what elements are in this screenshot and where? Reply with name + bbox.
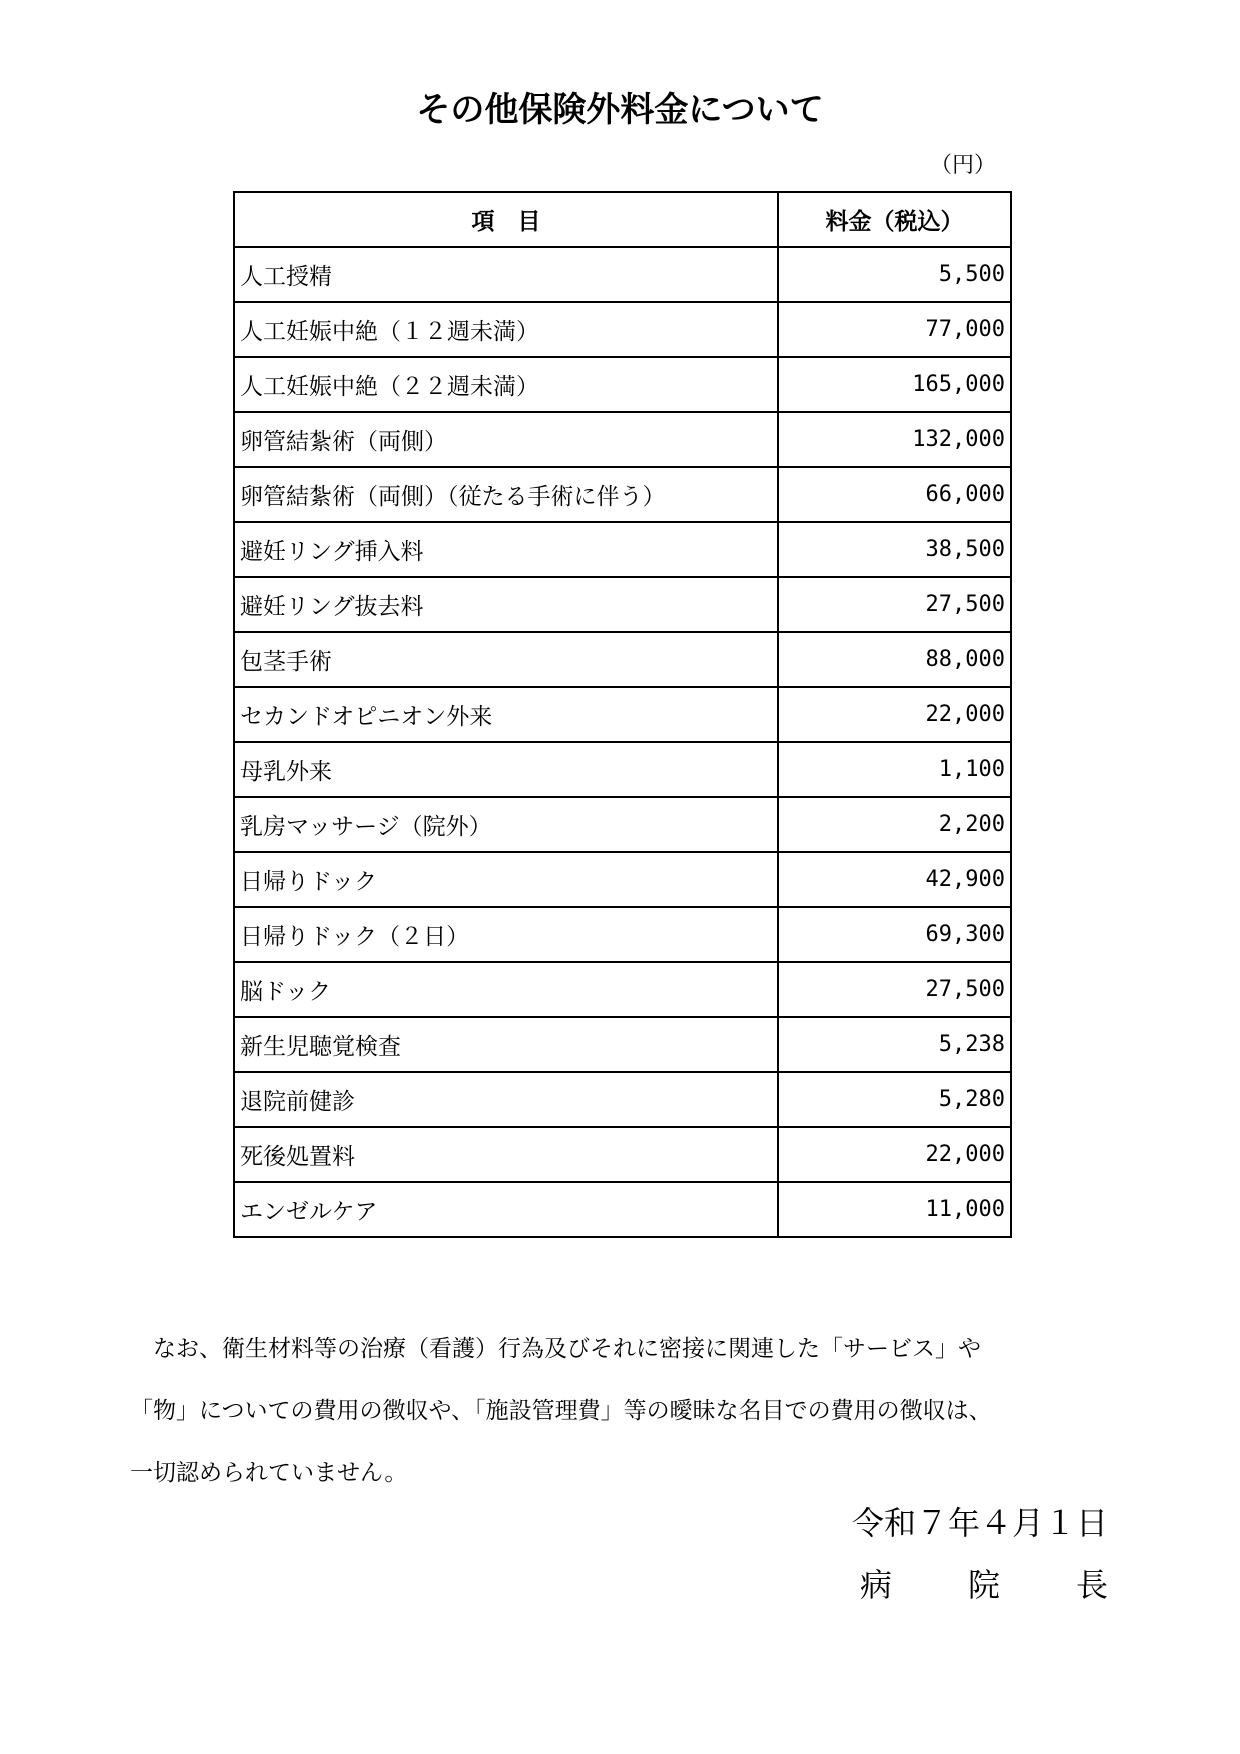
fee-item-price: 27,500 (778, 962, 1011, 1017)
fee-item-price: 27,500 (778, 577, 1011, 632)
notice-line-1: なお、衛生材料等の治療（看護）行為及びそれに密接に関連した「サービス」や (130, 1336, 981, 1362)
table-row (234, 302, 1011, 357)
fee-item-name: 脳ドック (234, 962, 778, 1017)
table-row (234, 412, 1011, 467)
table-row (234, 1182, 1011, 1237)
fee-table (233, 191, 1012, 1238)
table-row (234, 852, 1011, 907)
table-row (234, 962, 1011, 1017)
fee-item-price: 88,000 (778, 632, 1011, 687)
fee-item-name: 卵管結紮術（両側）（従たる手術に伴う） (234, 467, 778, 522)
fee-item-price: 22,000 (778, 1127, 1011, 1182)
fee-item-price: 2,200 (778, 797, 1011, 852)
notice-line-2: 「物」についての費用の徴収や、「施設管理費」等の曖昧な名目での費用の徴収は、 (130, 1398, 992, 1424)
fee-item-price: 11,000 (778, 1182, 1011, 1237)
table-row (234, 467, 1011, 522)
fee-item-name: 人工妊娠中絶（２２週未満） (234, 357, 778, 412)
fee-item-name: セカンドオピニオン外来 (234, 687, 778, 742)
fee-item-price: 42,900 (778, 852, 1011, 907)
fee-item-name: 人工妊娠中絶（１２週未満） (234, 302, 778, 357)
signer (860, 1560, 1108, 1606)
fee-item-price: 22,000 (778, 687, 1011, 742)
signer-char-1: 病 (860, 1566, 893, 1604)
fee-item-price: 165,000 (778, 357, 1011, 412)
fee-item-name: 日帰りドック（２日） (234, 907, 778, 962)
fee-item-price: 5,500 (778, 247, 1011, 302)
fee-item-name: 避妊リング挿入料 (234, 522, 778, 577)
currency-unit: （円） (930, 153, 997, 178)
fee-item-name: 避妊リング抜去料 (234, 577, 778, 632)
table-row (234, 1017, 1011, 1072)
fee-item-name: 日帰りドック (234, 852, 778, 907)
table-row (234, 247, 1011, 302)
table-row (234, 357, 1011, 412)
fee-item-name: 退院前健診 (234, 1072, 778, 1127)
fee-item-name: 人工授精 (234, 247, 778, 302)
page-title: その他保険外料金について (416, 90, 824, 130)
header-item: 項 目 (234, 192, 778, 247)
fee-item-price: 1,100 (778, 742, 1011, 797)
table-row (234, 907, 1011, 962)
fee-item-name: 新生児聴覚検査 (234, 1017, 778, 1072)
fee-item-name: エンゼルケア (234, 1182, 778, 1237)
fee-item-price: 38,500 (778, 522, 1011, 577)
fee-item-name: 母乳外来 (234, 742, 778, 797)
table-row (234, 522, 1011, 577)
fee-item-price: 69,300 (778, 907, 1011, 962)
table-header-row (234, 192, 1011, 247)
fee-item-price: 66,000 (778, 467, 1011, 522)
table-row (234, 1127, 1011, 1182)
fee-item-name: 卵管結紮術（両側） (234, 412, 778, 467)
fee-item-price: 132,000 (778, 412, 1011, 467)
signer-char-3: 長 (1075, 1566, 1108, 1604)
table-row (234, 687, 1011, 742)
fee-item-name: 乳房マッサージ（院外） (234, 797, 778, 852)
fee-item-name: 包茎手術 (234, 632, 778, 687)
fee-item-price: 77,000 (778, 302, 1011, 357)
notice-line-3: 一切認められていません。 (130, 1460, 408, 1486)
issue-date: 令和７年４月１日 (851, 1504, 1108, 1542)
fee-item-price: 5,238 (778, 1017, 1011, 1072)
notice-text (130, 1318, 1110, 1504)
signer-char-2: 院 (967, 1566, 1000, 1604)
table-row (234, 1072, 1011, 1127)
fee-item-name: 死後処置料 (234, 1127, 778, 1182)
table-row (234, 797, 1011, 852)
table-body (234, 247, 1011, 1237)
table-row (234, 577, 1011, 632)
table-row (234, 742, 1011, 797)
header-price: 料金（税込） (778, 192, 1011, 247)
fee-item-price: 5,280 (778, 1072, 1011, 1127)
table-row (234, 632, 1011, 687)
